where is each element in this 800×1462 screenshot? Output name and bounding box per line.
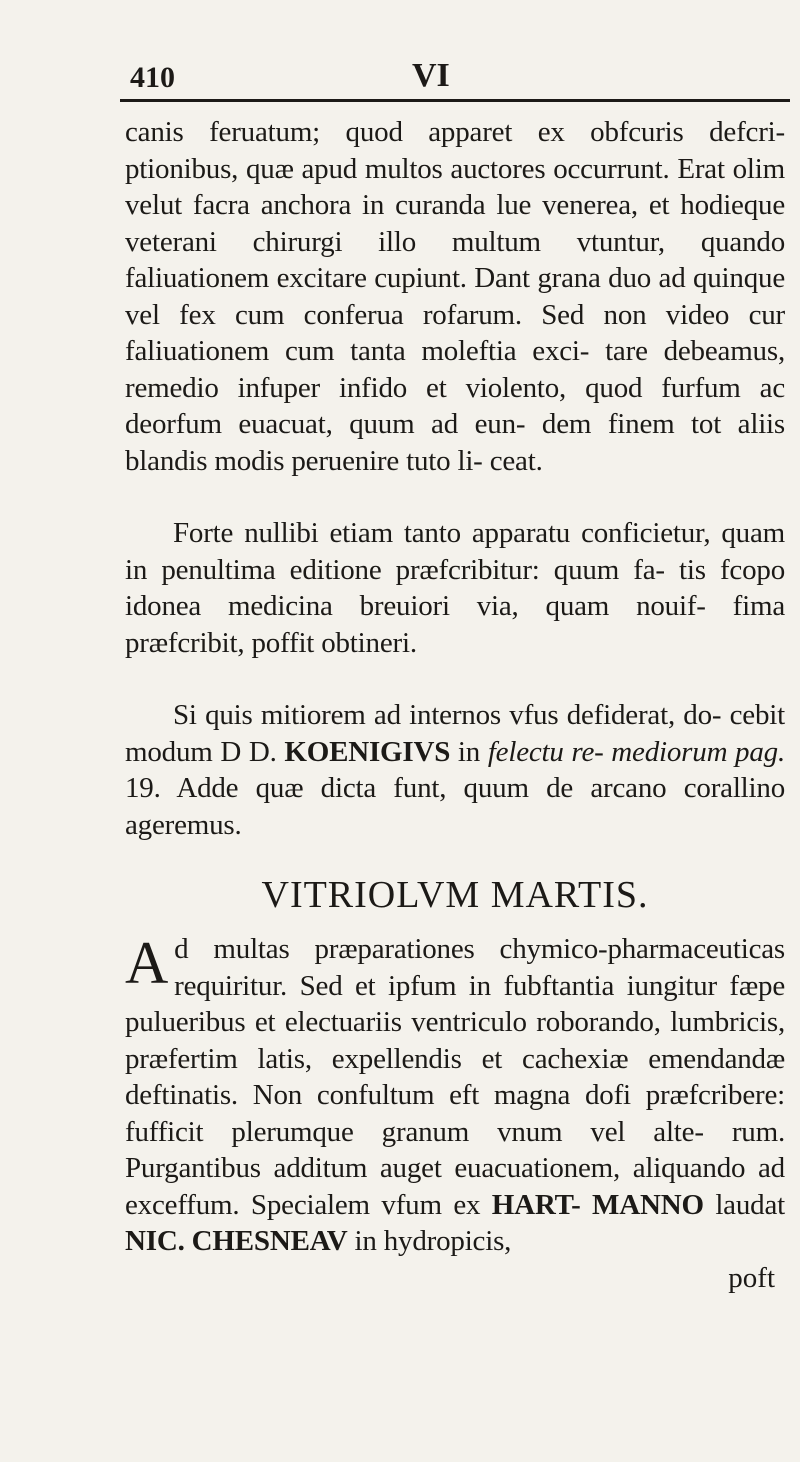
section-text-b: laudat bbox=[703, 1188, 785, 1221]
section-text-a: d multas præparationes chymico-pharmaceuticas requiritur. Sed et ipfum in fubftantia iungitur fæpe pulueribus et electuariis ventriculo roborando, lumbricis, præfertim latis, expellendis et cachexiæ emendandæ deftinatis. Non confultum eft magna dofi præfcribere: fufficit plerumque granum vnum vel alte- rum. Purgantibus additum auget euacuationem, aliquando ad exceffum. Specialem vfum ex bbox=[125, 933, 785, 1221]
paragraph-3-text-b: in bbox=[450, 735, 488, 768]
section-numeral: VI bbox=[412, 57, 450, 94]
paragraph-1: canis feruatum; quod apparet ex obfcuris defcri- ptionibus, quæ apud multos auctores occurrunt. Erat olim velut facra anchora in curanda lue venerea, et hodieque veterani chirurgi illo multum vtuntur, quando faliuationem excitare cupiunt. Dant grana duo ad quinque vel fex cum conferua rofarum. Sed non video cur faliuationem cum tanta moleftia exci- tare debeamus, remedio infuper infido et violento, quod furfum ac deorfum euacuat, quum ad eun- dem finem tot aliis blandis modis peruenire tuto li- ceat. bbox=[125, 116, 785, 477]
author-name-hartmanno: HART- MANNO bbox=[491, 1188, 704, 1221]
section-heading: VITRIOLVM MARTIS. bbox=[261, 874, 649, 916]
book-title-reference: felectu re- mediorum pag. bbox=[487, 735, 785, 768]
paragraph-3 bbox=[125, 697, 785, 843]
author-name-koenigius: KOENIGIVS bbox=[284, 735, 451, 768]
section-paragraph bbox=[125, 931, 785, 1260]
paragraph-2: Forte nullibi etiam tanto apparatu conficietur, quam in penultima editione præfcribitur: quum fa- tis fcopo idonea medicina breuiori via, quam nouif- fima præfcribit, poffit obtineri. bbox=[125, 517, 785, 659]
running-head bbox=[120, 55, 790, 105]
paragraph-3-text-a: Si quis mitiorem ad internos vfus defiderat, do- cebit modum D D. bbox=[125, 699, 785, 768]
page-number: 410 bbox=[130, 61, 175, 94]
paragraph-3-text-c: 19. Adde quæ dicta funt, quum de arcano corallino ageremus. bbox=[125, 772, 785, 841]
main-text bbox=[125, 114, 785, 1296]
catchword: poft bbox=[728, 1261, 775, 1294]
section-text-c: in hydropicis, bbox=[347, 1225, 512, 1257]
author-name-chesneav: NIC. CHESNEAV bbox=[125, 1225, 348, 1257]
drop-cap-letter: A bbox=[125, 930, 169, 996]
header-rule bbox=[120, 99, 790, 102]
